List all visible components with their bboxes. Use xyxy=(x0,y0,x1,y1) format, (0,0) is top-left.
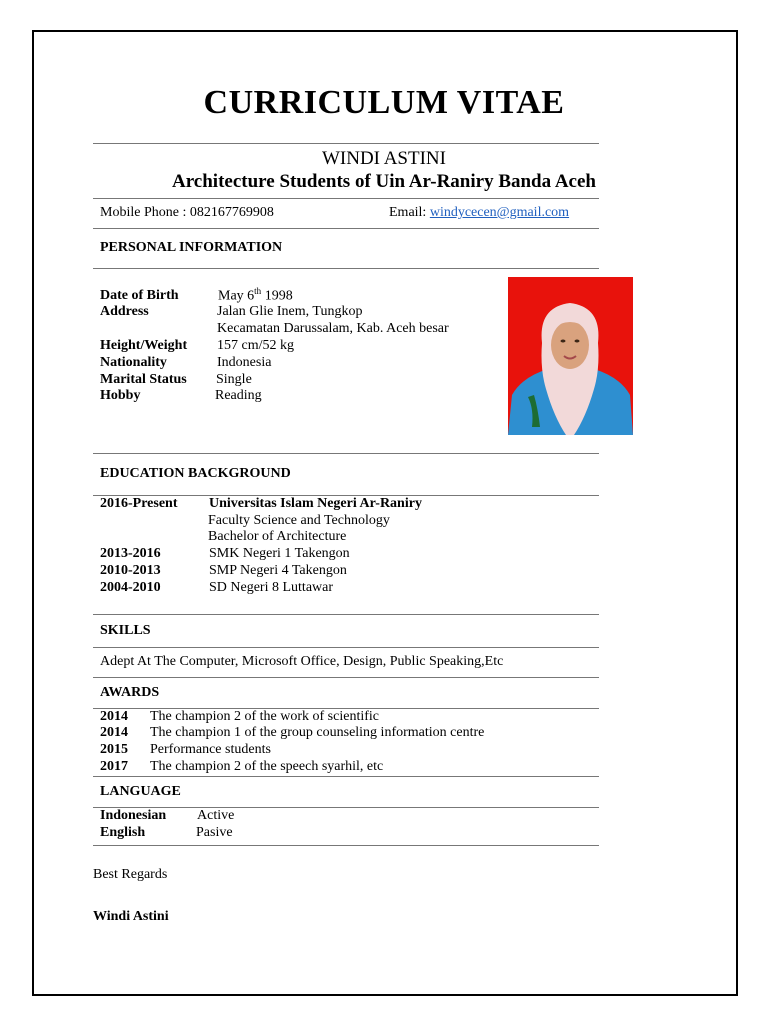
divider xyxy=(93,776,599,777)
award-text: The champion 1 of the group counseling information centre xyxy=(150,725,485,740)
marital-status-label: Marital Status xyxy=(100,372,187,387)
divider xyxy=(93,453,599,454)
award-year: 2014 xyxy=(100,709,128,724)
section-heading-skills: SKILLS xyxy=(100,623,151,638)
closing-regards: Best Regards xyxy=(93,867,168,882)
skills-text: Adept At The Computer, Microsoft Office, Design, Public Speaking,Etc xyxy=(100,654,504,669)
section-heading-language: LANGUAGE xyxy=(100,784,181,799)
height-weight-label: Height/Weight xyxy=(100,338,188,353)
page-title: CURRICULUM VITAE xyxy=(203,84,565,121)
award-text: The champion 2 of the work of scientific xyxy=(150,709,379,724)
email-row xyxy=(389,205,569,221)
hobby-label: Hobby xyxy=(100,388,141,403)
education-school: SD Negeri 8 Luttawar xyxy=(209,580,334,595)
education-school: Universitas Islam Negeri Ar-Raniry xyxy=(209,496,422,511)
award-year: 2014 xyxy=(100,725,128,740)
height-weight-value: 157 cm/52 kg xyxy=(217,338,294,353)
divider xyxy=(93,677,599,678)
divider xyxy=(93,268,599,269)
divider xyxy=(93,198,599,199)
divider xyxy=(93,807,599,808)
divider xyxy=(93,228,599,229)
education-school: SMK Negeri 1 Takengon xyxy=(209,546,350,561)
email-link[interactable]: windycecen@gmail.com xyxy=(429,205,570,220)
divider xyxy=(93,845,599,846)
language-name: English xyxy=(100,825,146,840)
section-heading-education: EDUCATION BACKGROUND xyxy=(100,466,291,481)
candidate-name: WINDI ASTINI xyxy=(321,148,446,169)
award-year: 2017 xyxy=(100,759,128,774)
profile-photo xyxy=(508,277,633,435)
education-school: SMP Negeri 4 Takengon xyxy=(209,563,347,578)
award-text: The champion 2 of the speech syarhil, etc xyxy=(150,759,384,774)
hobby-value: Reading xyxy=(215,388,262,403)
address-label: Address xyxy=(100,304,149,319)
signature-name: Windi Astini xyxy=(93,909,169,924)
education-faculty: Faculty Science and Technology xyxy=(208,513,390,528)
address-line-1: Jalan Glie Inem, Tungkop xyxy=(217,304,363,319)
divider xyxy=(93,614,599,615)
address-line-2: Kecamatan Darussalam, Kab. Aceh besar xyxy=(217,321,449,336)
nationality-label: Nationality xyxy=(100,355,167,370)
section-heading-awards: AWARDS xyxy=(100,685,160,700)
nationality-value: Indonesia xyxy=(217,355,272,370)
divider xyxy=(93,647,599,648)
divider xyxy=(93,143,599,144)
education-degree: Bachelor of Architecture xyxy=(208,529,347,544)
language-level: Active xyxy=(197,808,235,823)
dob-value: May 6th 1998 xyxy=(218,286,293,304)
award-year: 2015 xyxy=(100,742,128,757)
education-year: 2016-Present xyxy=(100,496,178,511)
dob-label: Date of Birth xyxy=(100,288,179,303)
education-year: 2013-2016 xyxy=(100,546,161,561)
education-year: 2010-2013 xyxy=(100,563,161,578)
section-heading-personal: PERSONAL INFORMATION xyxy=(100,240,283,255)
mobile-phone: Mobile Phone : 082167769908 xyxy=(100,205,274,220)
language-name: Indonesian xyxy=(100,808,167,823)
award-text: Performance students xyxy=(150,742,271,757)
language-level: Pasive xyxy=(196,825,233,840)
marital-status-value: Single xyxy=(216,372,252,387)
candidate-subtitle: Architecture Students of Uin Ar-Raniry Banda Aceh xyxy=(172,171,596,192)
profile-photo-illustration xyxy=(508,277,633,435)
education-year: 2004-2010 xyxy=(100,580,161,595)
email-label: Email: xyxy=(389,205,427,220)
